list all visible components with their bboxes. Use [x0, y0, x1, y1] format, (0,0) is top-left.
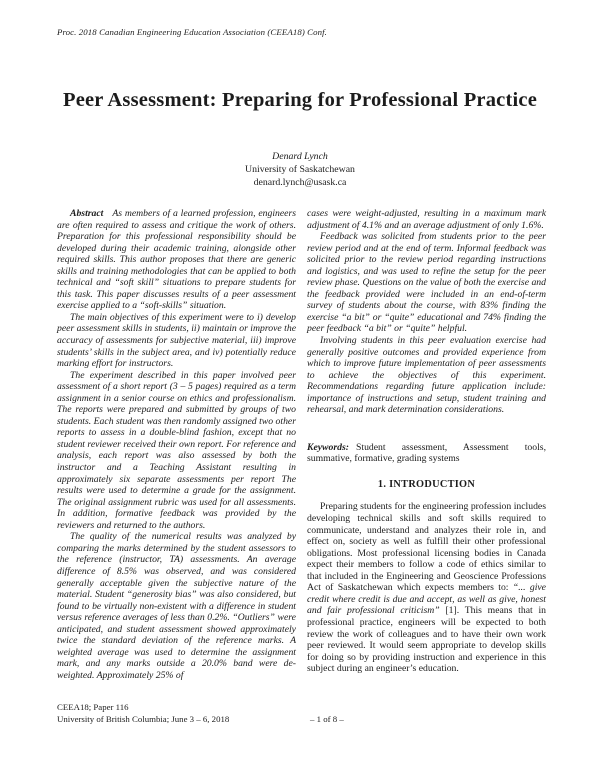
introduction-paragraph: [307, 501, 546, 674]
abstract-paragraph: [57, 208, 296, 312]
author-email: denard.lynch@usask.ca: [253, 177, 347, 188]
introduction-text-before-quote: Preparing students for the engineering profession includes developing technical skills and soft skills required to communicate, understand and analyzes their role in, and effect on, society as well as fulfill their other professional obligations. Most professional licensing bodies in Canada expect their members to follow a code of ethics similar to that included in the Engineering and Geoscience Professions Act of Saskatchewan which expects members to:: [307, 501, 546, 594]
abstract-paragraph: The quality of the numerical results was analyzed by comparing the marks determined by the student assessors to the reference (instructor, TA) assessments. An average difference of 8.5% was observed, and was considered generally acceptable given the subjective nature of the material. Student “generosity bias” was also considered, but found to be virtually non-existent with a difference in student versus reference averages of less than 0.2%. “Outliers” were anticipated, and student assessment showed approximately twice the standard deviation of the reference marks. A weighted average was used to determine the assignment mark, and any marks outside a 20.0% band were de-weighted. Approximately 25% of: [57, 531, 296, 681]
abstract-paragraph: Involving students in this peer evaluation exercise had generally positive outcomes and provided experience from which to improve future implementation of peer assessments to achieve the objectives of this experiment. Recommendations regarding future application include: importance of instructions and setup, student training and rehearsal, and mark determination considerations.: [307, 335, 546, 416]
page-footer: [57, 701, 546, 725]
two-column-body: [57, 208, 546, 681]
left-column: [57, 208, 296, 681]
abstract-paragraph: The main objectives of this experiment were to i) develop peer assessment skills in students, ii) maintain or improve the accuracy of assessments for subjective material, iii) improve students’ skills in the subject area, and iv) potentially reduce marking effort for instructors.: [57, 311, 296, 370]
author-name: Denard Lynch: [272, 151, 328, 162]
abstract-paragraph: Feedback was solicited from students prior to the peer review period and at the end of term. Informal feedback was solicited prior to the review period regarding instructions and logistics, and was used to refine the setup for the peer review phase. Questions on the value of both the exercise and the feedback provided were included in an end-of-term survey of students about the course, with 83% finding the exercise “a bit” or “quite” educational and 74% finding the peer feedback “a bit” or “quite” helpful.: [307, 231, 546, 335]
keywords-text: Student assessment, Assessment tools, summative, formative, grading systems: [307, 441, 546, 465]
section-heading-introduction: 1. INTRODUCTION: [377, 478, 476, 490]
page-number: – 1 of 8 –: [310, 714, 344, 724]
introduction-quote: “... give credit where credit is due and accept, as well as give, honest and fair professional criticism”: [307, 582, 546, 617]
paper-title: Peer Assessment: Preparing for Professional Practice: [62, 89, 537, 111]
keywords-label: Keywords:: [307, 441, 349, 453]
abstract-paragraph: cases were weight-adjusted, resulting in a maximum mark adjustment of 4.1% and an average adjustment of only 1.6%.: [307, 208, 546, 231]
abstract-label: Abstract: [70, 208, 104, 219]
footer-conference-line: CEEA18; Paper 116: [57, 702, 129, 712]
keywords-block: [307, 442, 546, 465]
author-block: [0, 150, 600, 189]
right-column: [307, 208, 546, 681]
running-head: Proc. 2018 Canadian Engineering Education Association (CEEA18) Conf.: [57, 27, 327, 37]
author-affiliation: University of Saskatchewan: [245, 164, 355, 175]
footer-venue-line: University of British Columbia; June 3 – 6, 2018: [57, 714, 230, 724]
abstract-paragraph-text: As members of a learned profession, engineers are often required to assess and critique the work of others. Preparation for this professional responsibility should be developed during their academic training, alongside other required skills. This author proposes that there are generic skills and training methodologies that can be applied to both technical and “soft skill” situations to prepare students for this task. This paper discusses results of a peer assessment exercise applied to a “soft-skills” situation.: [57, 208, 296, 312]
abstract-paragraph: The experiment described in this paper involved peer assessment of a short report (3 – 5 pages) required as a term assignment in a senior course on ethics and professionalism. The reports were prepared and submitted by groups of two students. Each student was then randomly assigned two other reports to assess in a double-blind fashion, except that no student reviewer received their own report. For reference and analysis, each report was also assessed by both the instructor and a Teaching Assistant resulting in approximately six separate assessments per report The results were used to determine a grade for the assignment. The original assignment rubric was used for all assessments. In addition, formative feedback was provided by the reviewers and returned to the authors.: [57, 369, 296, 531]
introduction-text-after-quote: [1]. This means that in professional practice, engineers will be expected to both review the work of colleagues and to have their own work peer reviewed. It would seem appropriate to develop skills for doing so by providing instruction and experience in this subject during an engineer’s education.: [307, 605, 546, 675]
